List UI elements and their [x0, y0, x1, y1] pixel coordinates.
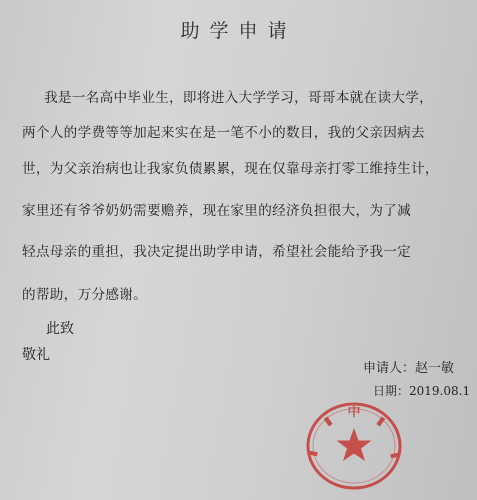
svg-text:▮: ▮	[374, 413, 389, 429]
body-line-3: 世，为父亲治病也让我家负债累累，现在仅靠母亲打零工维持生计，	[22, 161, 439, 177]
svg-text:▮: ▮	[388, 451, 403, 460]
svg-text:▮: ▮	[320, 413, 335, 429]
seal-character: 中	[347, 405, 361, 420]
seal-star-icon	[337, 428, 372, 461]
body-line-2: 两个人的学费等等加起来实在是一笔不小的数目，我的父亲因病去	[22, 125, 425, 141]
body-line-5: 轻点母亲的重担，我决定提出助学申请，希望社会能给予我一定	[22, 244, 412, 260]
red-seal-stamp	[300, 394, 408, 494]
document-title: 助学申请	[180, 20, 297, 42]
body-line-1: 我是一名高中毕业生，即将进入大学学习，哥哥本就在读大学，	[44, 90, 434, 106]
closing-salutation: 此致	[46, 321, 74, 337]
body-line-6: 的帮助，万分感谢。	[22, 287, 148, 303]
svg-text:▮: ▮	[305, 449, 320, 458]
closing-regards: 敬礼	[22, 347, 50, 363]
body-line-4: 家里还有爷爷奶奶需要赡养，现在家里的经济负担很大，为了减	[22, 203, 412, 219]
applicant-signature: 申请人：赵一敏	[363, 361, 455, 376]
application-date: 日期：2019.08.1	[373, 384, 471, 398]
